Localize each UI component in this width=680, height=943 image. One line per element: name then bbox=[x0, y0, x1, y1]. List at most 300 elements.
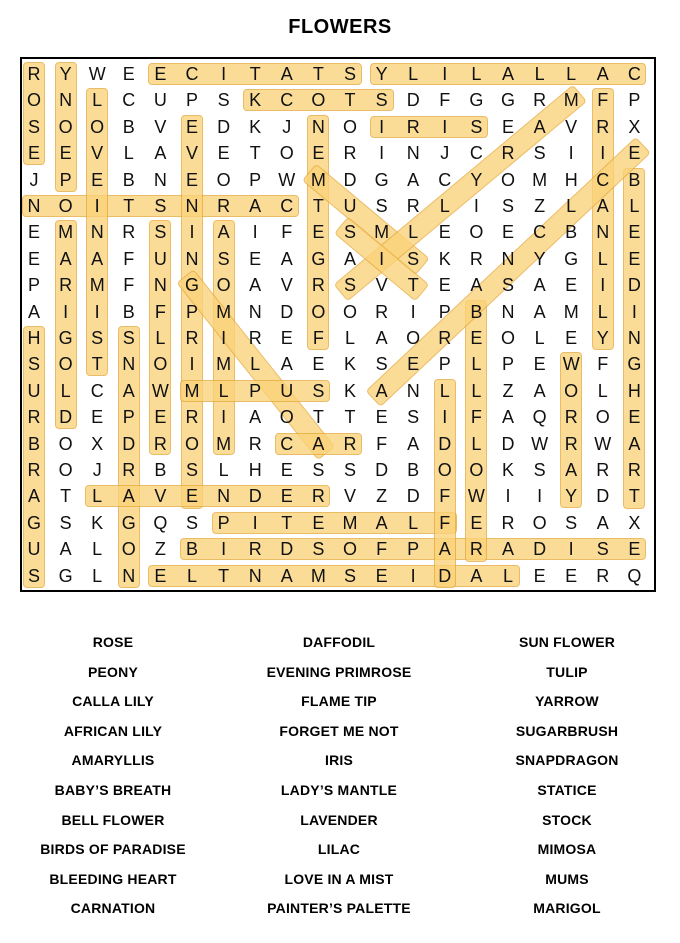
grid-letter[interactable]: N bbox=[501, 248, 515, 269]
grid-letter[interactable]: B bbox=[122, 116, 135, 137]
grid-letter[interactable]: A bbox=[533, 380, 546, 401]
grid-letter[interactable]: E bbox=[312, 354, 325, 375]
grid-letter[interactable]: E bbox=[122, 64, 135, 84]
grid-letter[interactable]: L bbox=[629, 196, 640, 216]
grid-letter[interactable]: D bbox=[533, 539, 547, 560]
grid-letter[interactable]: L bbox=[471, 64, 482, 84]
grid-letter[interactable]: S bbox=[343, 222, 356, 243]
grid-letter[interactable]: R bbox=[438, 328, 452, 348]
grid-letter[interactable]: G bbox=[121, 512, 136, 533]
grid-letter[interactable]: T bbox=[344, 90, 356, 111]
grid-letter[interactable]: F bbox=[597, 90, 609, 111]
grid-letter[interactable]: Y bbox=[533, 248, 546, 269]
grid-letter[interactable]: L bbox=[155, 328, 166, 348]
grid-letter[interactable]: A bbox=[375, 380, 388, 401]
grid-letter[interactable]: D bbox=[406, 486, 420, 507]
grid-letter[interactable]: P bbox=[249, 169, 262, 190]
grid-letter[interactable]: S bbox=[343, 460, 356, 480]
grid-letter[interactable]: I bbox=[379, 248, 385, 269]
grid-letter[interactable]: A bbox=[280, 248, 293, 269]
grid-letter[interactable]: O bbox=[532, 512, 547, 533]
grid-letter[interactable]: E bbox=[312, 512, 325, 533]
grid-letter[interactable]: Y bbox=[565, 486, 578, 507]
grid-letter[interactable]: R bbox=[122, 460, 136, 480]
grid-letter[interactable]: S bbox=[407, 407, 420, 428]
grid-letter[interactable]: S bbox=[565, 512, 578, 533]
grid-letter[interactable]: I bbox=[379, 143, 385, 164]
grid-letter[interactable]: U bbox=[27, 380, 41, 401]
grid-letter[interactable]: L bbox=[344, 328, 355, 348]
grid-letter[interactable]: I bbox=[221, 539, 227, 560]
grid-letter[interactable]: I bbox=[568, 143, 574, 164]
grid-letter[interactable]: I bbox=[221, 64, 227, 84]
grid-letter[interactable]: K bbox=[249, 116, 262, 137]
grid-letter[interactable]: U bbox=[153, 248, 167, 269]
grid-letter[interactable]: T bbox=[312, 407, 324, 428]
grid-letter[interactable]: R bbox=[153, 433, 167, 454]
grid-letter[interactable]: A bbox=[596, 196, 609, 216]
grid-letter[interactable]: L bbox=[92, 565, 103, 586]
grid-letter[interactable]: D bbox=[501, 433, 515, 454]
grid-letter[interactable]: B bbox=[27, 433, 40, 454]
grid-letter[interactable]: O bbox=[26, 90, 41, 111]
grid-letter[interactable]: E bbox=[628, 407, 641, 428]
grid-letter[interactable]: C bbox=[185, 64, 199, 84]
grid-letter[interactable]: B bbox=[185, 539, 198, 560]
grid-letter[interactable]: F bbox=[123, 275, 135, 296]
grid-letter[interactable]: P bbox=[407, 539, 420, 560]
grid-letter[interactable]: R bbox=[564, 433, 578, 454]
grid-letter[interactable]: R bbox=[27, 460, 41, 480]
grid-letter[interactable]: T bbox=[91, 354, 103, 375]
grid-letter[interactable]: E bbox=[154, 407, 167, 428]
grid-letter[interactable]: W bbox=[88, 64, 106, 84]
grid-letter[interactable]: I bbox=[505, 486, 511, 507]
grid-letter[interactable]: N bbox=[185, 196, 199, 216]
grid-letter[interactable]: D bbox=[122, 433, 136, 454]
grid-letter[interactable]: G bbox=[500, 90, 515, 111]
grid-letter[interactable]: O bbox=[279, 407, 294, 428]
grid-letter[interactable]: L bbox=[60, 380, 71, 401]
grid-letter[interactable]: G bbox=[184, 275, 199, 296]
grid-letter[interactable]: R bbox=[122, 222, 136, 243]
grid-letter[interactable]: O bbox=[279, 143, 294, 164]
grid-letter[interactable]: T bbox=[123, 196, 135, 216]
grid-letter[interactable]: S bbox=[217, 90, 230, 111]
grid-letter[interactable]: A bbox=[249, 407, 262, 428]
grid-letter[interactable]: G bbox=[58, 565, 73, 586]
grid-letter[interactable]: O bbox=[58, 116, 73, 137]
grid-letter[interactable]: R bbox=[248, 433, 262, 454]
grid-letter[interactable]: E bbox=[628, 143, 641, 164]
grid-letter[interactable]: E bbox=[628, 248, 641, 269]
grid-letter[interactable]: A bbox=[533, 116, 546, 137]
grid-letter[interactable]: L bbox=[597, 380, 608, 401]
grid-letter[interactable]: I bbox=[442, 116, 448, 137]
grid-letter[interactable]: B bbox=[628, 169, 641, 190]
grid-letter[interactable]: A bbox=[628, 433, 641, 454]
grid-letter[interactable]: X bbox=[628, 512, 641, 533]
grid-letter[interactable]: Q bbox=[153, 512, 168, 533]
grid-letter[interactable]: L bbox=[597, 248, 608, 269]
grid-letter[interactable]: D bbox=[343, 169, 357, 190]
grid-letter[interactable]: S bbox=[217, 248, 230, 269]
grid-letter[interactable]: K bbox=[501, 460, 514, 480]
grid-letter[interactable]: R bbox=[185, 328, 199, 348]
grid-letter[interactable]: B bbox=[122, 169, 135, 190]
grid-letter[interactable]: S bbox=[375, 354, 388, 375]
grid-letter[interactable]: N bbox=[122, 354, 136, 375]
grid-letter[interactable]: D bbox=[627, 275, 641, 296]
grid-letter[interactable]: E bbox=[470, 328, 483, 348]
grid-letter[interactable]: M bbox=[216, 354, 232, 375]
grid-letter[interactable]: L bbox=[186, 565, 197, 586]
grid-letter[interactable]: W bbox=[467, 486, 485, 507]
grid-letter[interactable]: E bbox=[91, 169, 104, 190]
grid-letter[interactable]: W bbox=[278, 169, 296, 190]
grid-letter[interactable]: P bbox=[217, 512, 230, 533]
grid-letter[interactable]: E bbox=[59, 143, 72, 164]
grid-letter[interactable]: P bbox=[27, 275, 40, 296]
grid-letter[interactable]: R bbox=[469, 248, 483, 269]
letter-grid[interactable] bbox=[22, 59, 654, 590]
grid-letter[interactable]: A bbox=[280, 565, 293, 586]
grid-letter[interactable]: C bbox=[469, 143, 483, 164]
grid-letter[interactable]: T bbox=[344, 407, 356, 428]
grid-letter[interactable]: R bbox=[406, 196, 420, 216]
grid-letter[interactable]: P bbox=[438, 354, 451, 375]
grid-letter[interactable]: O bbox=[216, 169, 231, 190]
grid-letter[interactable]: D bbox=[406, 90, 420, 111]
grid-letter[interactable]: N bbox=[27, 196, 41, 216]
grid-letter[interactable]: R bbox=[59, 275, 73, 296]
grid-letter[interactable]: N bbox=[217, 486, 231, 507]
grid-letter[interactable]: T bbox=[249, 143, 261, 164]
grid-letter[interactable]: I bbox=[600, 275, 606, 296]
grid-letter[interactable]: A bbox=[312, 433, 325, 454]
grid-letter[interactable]: C bbox=[280, 90, 294, 111]
grid-letter[interactable]: E bbox=[280, 328, 293, 348]
grid-letter[interactable]: C bbox=[280, 196, 294, 216]
grid-letter[interactable]: B bbox=[154, 460, 167, 480]
grid-letter[interactable]: F bbox=[376, 433, 388, 454]
grid-letter[interactable]: O bbox=[311, 90, 326, 111]
grid-letter[interactable]: S bbox=[185, 460, 198, 480]
grid-letter[interactable]: R bbox=[564, 407, 578, 428]
grid-letter[interactable]: R bbox=[596, 565, 610, 586]
grid-letter[interactable]: D bbox=[217, 116, 231, 137]
grid-letter[interactable]: A bbox=[407, 433, 420, 454]
grid-letter[interactable]: F bbox=[470, 407, 482, 428]
grid-letter[interactable]: S bbox=[343, 64, 356, 84]
grid-letter[interactable]: S bbox=[343, 565, 356, 586]
grid-letter[interactable]: A bbox=[375, 328, 388, 348]
grid-letter[interactable]: I bbox=[221, 407, 227, 428]
grid-letter[interactable]: S bbox=[596, 539, 609, 560]
grid-letter[interactable]: E bbox=[438, 222, 451, 243]
grid-letter[interactable]: R bbox=[596, 460, 610, 480]
grid-letter[interactable]: I bbox=[189, 222, 195, 243]
grid-letter[interactable]: Y bbox=[59, 64, 72, 84]
grid-letter[interactable]: O bbox=[469, 222, 484, 243]
grid-letter[interactable]: H bbox=[27, 328, 41, 348]
grid-letter[interactable]: C bbox=[533, 222, 547, 243]
grid-letter[interactable]: I bbox=[442, 407, 448, 428]
grid-letter[interactable]: T bbox=[312, 64, 324, 84]
grid-letter[interactable]: M bbox=[532, 169, 548, 190]
grid-letter[interactable]: P bbox=[122, 407, 135, 428]
grid-letter[interactable]: G bbox=[469, 90, 484, 111]
grid-letter[interactable]: N bbox=[627, 328, 641, 348]
grid-letter[interactable]: F bbox=[597, 354, 609, 375]
grid-letter[interactable]: O bbox=[595, 407, 610, 428]
grid-letter[interactable]: O bbox=[437, 460, 452, 480]
grid-letter[interactable]: M bbox=[342, 512, 358, 533]
grid-letter[interactable]: M bbox=[216, 301, 232, 322]
grid-letter[interactable]: S bbox=[122, 328, 135, 348]
grid-letter[interactable]: J bbox=[440, 143, 450, 164]
grid-letter[interactable]: L bbox=[123, 143, 134, 164]
grid-letter[interactable]: R bbox=[406, 116, 420, 137]
grid-letter[interactable]: F bbox=[123, 248, 135, 269]
grid-letter[interactable]: D bbox=[59, 407, 73, 428]
grid-letter[interactable]: I bbox=[600, 143, 606, 164]
grid-letter[interactable]: O bbox=[58, 196, 73, 216]
grid-letter[interactable]: L bbox=[471, 354, 482, 375]
grid-letter[interactable]: L bbox=[439, 196, 450, 216]
grid-letter[interactable]: U bbox=[280, 380, 294, 401]
grid-letter[interactable]: I bbox=[537, 486, 543, 507]
grid-letter[interactable]: U bbox=[153, 90, 167, 111]
grid-letter[interactable]: U bbox=[343, 196, 357, 216]
grid-letter[interactable]: E bbox=[375, 407, 388, 428]
grid-letter[interactable]: R bbox=[248, 328, 262, 348]
grid-letter[interactable]: A bbox=[154, 143, 167, 164]
grid-letter[interactable]: E bbox=[185, 486, 198, 507]
grid-letter[interactable]: I bbox=[252, 512, 258, 533]
grid-letter[interactable]: S bbox=[185, 512, 198, 533]
grid-letter[interactable]: E bbox=[565, 275, 578, 296]
grid-letter[interactable]: C bbox=[90, 380, 104, 401]
grid-letter[interactable]: E bbox=[280, 460, 293, 480]
grid-letter[interactable]: O bbox=[311, 301, 326, 322]
grid-letter[interactable]: E bbox=[438, 275, 451, 296]
grid-letter[interactable]: K bbox=[343, 354, 356, 375]
grid-letter[interactable]: A bbox=[438, 539, 451, 560]
grid-letter[interactable]: F bbox=[439, 90, 451, 111]
grid-letter[interactable]: R bbox=[217, 196, 231, 216]
grid-letter[interactable]: S bbox=[27, 565, 40, 586]
grid-letter[interactable]: S bbox=[154, 222, 167, 243]
grid-letter[interactable]: E bbox=[565, 565, 578, 586]
grid-letter[interactable]: A bbox=[596, 512, 609, 533]
grid-letter[interactable]: A bbox=[27, 301, 40, 322]
grid-letter[interactable]: Y bbox=[596, 328, 609, 348]
grid-letter[interactable]: L bbox=[597, 301, 608, 322]
grid-letter[interactable]: N bbox=[59, 90, 73, 111]
grid-letter[interactable]: X bbox=[91, 433, 104, 454]
grid-letter[interactable]: S bbox=[154, 196, 167, 216]
grid-letter[interactable]: V bbox=[154, 486, 167, 507]
grid-letter[interactable]: W bbox=[151, 380, 169, 401]
grid-letter[interactable]: I bbox=[442, 64, 448, 84]
grid-letter[interactable]: A bbox=[249, 196, 262, 216]
grid-letter[interactable]: F bbox=[312, 328, 324, 348]
grid-letter[interactable]: E bbox=[312, 222, 325, 243]
grid-letter[interactable]: W bbox=[562, 354, 580, 375]
grid-letter[interactable]: T bbox=[281, 512, 293, 533]
grid-letter[interactable]: E bbox=[249, 248, 262, 269]
grid-letter[interactable]: C bbox=[627, 64, 641, 84]
grid-letter[interactable]: N bbox=[406, 380, 420, 401]
grid-letter[interactable]: W bbox=[594, 433, 612, 454]
grid-letter[interactable]: O bbox=[121, 539, 136, 560]
grid-letter[interactable]: L bbox=[534, 64, 545, 84]
grid-letter[interactable]: L bbox=[502, 565, 513, 586]
grid-letter[interactable]: N bbox=[122, 565, 136, 586]
grid-letter[interactable]: V bbox=[375, 275, 388, 296]
grid-letter[interactable]: I bbox=[221, 328, 227, 348]
grid-letter[interactable]: A bbox=[375, 512, 388, 533]
grid-letter[interactable]: W bbox=[531, 433, 549, 454]
grid-letter[interactable]: I bbox=[94, 196, 100, 216]
grid-letter[interactable]: K bbox=[343, 380, 356, 401]
grid-letter[interactable]: N bbox=[90, 222, 104, 243]
grid-letter[interactable]: B bbox=[407, 460, 420, 480]
grid-letter[interactable]: M bbox=[563, 301, 579, 322]
grid-letter[interactable]: F bbox=[281, 222, 293, 243]
grid-letter[interactable]: A bbox=[59, 248, 72, 269]
grid-letter[interactable]: O bbox=[342, 116, 357, 137]
grid-letter[interactable]: N bbox=[185, 248, 199, 269]
grid-letter[interactable]: M bbox=[374, 222, 390, 243]
grid-letter[interactable]: L bbox=[92, 486, 103, 507]
grid-letter[interactable]: R bbox=[311, 486, 325, 507]
grid-letter[interactable]: A bbox=[565, 460, 578, 480]
grid-letter[interactable]: M bbox=[58, 222, 74, 243]
grid-letter[interactable]: T bbox=[60, 486, 72, 507]
grid-letter[interactable]: I bbox=[63, 301, 69, 322]
grid-letter[interactable]: R bbox=[248, 539, 262, 560]
grid-letter[interactable]: L bbox=[566, 64, 577, 84]
grid-letter[interactable]: Z bbox=[534, 196, 546, 216]
grid-letter[interactable]: H bbox=[627, 380, 641, 401]
grid-letter[interactable]: S bbox=[312, 380, 325, 401]
grid-letter[interactable]: A bbox=[217, 222, 230, 243]
grid-letter[interactable]: F bbox=[439, 512, 451, 533]
grid-letter[interactable]: E bbox=[565, 328, 578, 348]
grid-letter[interactable]: D bbox=[596, 486, 610, 507]
grid-letter[interactable]: A bbox=[122, 380, 135, 401]
grid-letter[interactable]: M bbox=[563, 90, 579, 111]
grid-letter[interactable]: H bbox=[564, 169, 578, 190]
grid-letter[interactable]: E bbox=[154, 565, 167, 586]
grid-letter[interactable]: R bbox=[596, 116, 610, 137]
grid-letter[interactable]: L bbox=[92, 90, 103, 111]
grid-letter[interactable]: E bbox=[628, 539, 641, 560]
grid-letter[interactable]: T bbox=[249, 64, 261, 84]
grid-letter[interactable]: L bbox=[218, 460, 229, 480]
grid-letter[interactable]: M bbox=[310, 169, 326, 190]
grid-letter[interactable]: S bbox=[312, 460, 325, 480]
grid-letter[interactable]: N bbox=[248, 301, 262, 322]
grid-letter[interactable]: S bbox=[501, 196, 514, 216]
grid-letter[interactable]: D bbox=[375, 460, 389, 480]
grid-letter[interactable]: A bbox=[280, 354, 293, 375]
grid-letter[interactable]: T bbox=[628, 486, 640, 507]
grid-letter[interactable]: U bbox=[27, 539, 41, 560]
grid-letter[interactable]: R bbox=[533, 90, 547, 111]
grid-letter[interactable]: R bbox=[469, 539, 483, 560]
grid-letter[interactable]: Z bbox=[502, 380, 514, 401]
grid-letter[interactable]: V bbox=[565, 116, 578, 137]
grid-letter[interactable]: A bbox=[533, 301, 546, 322]
grid-letter[interactable]: Q bbox=[627, 565, 642, 586]
grid-letter[interactable]: D bbox=[438, 565, 452, 586]
grid-letter[interactable]: J bbox=[92, 460, 102, 480]
grid-letter[interactable]: O bbox=[153, 354, 168, 375]
grid-letter[interactable]: I bbox=[94, 301, 100, 322]
grid-letter[interactable]: K bbox=[438, 248, 451, 269]
grid-letter[interactable]: S bbox=[533, 460, 546, 480]
grid-letter[interactable]: S bbox=[375, 196, 388, 216]
grid-letter[interactable]: L bbox=[566, 196, 577, 216]
grid-letter[interactable]: L bbox=[471, 380, 482, 401]
grid-letter[interactable]: G bbox=[58, 328, 73, 348]
grid-letter[interactable]: I bbox=[252, 222, 258, 243]
grid-letter[interactable]: T bbox=[407, 275, 419, 296]
grid-letter[interactable]: S bbox=[470, 116, 483, 137]
grid-letter[interactable]: H bbox=[248, 460, 262, 480]
grid-letter[interactable]: E bbox=[27, 222, 40, 243]
grid-letter[interactable]: L bbox=[218, 380, 229, 401]
grid-letter[interactable]: S bbox=[343, 275, 356, 296]
grid-letter[interactable]: C bbox=[438, 169, 452, 190]
grid-letter[interactable]: S bbox=[312, 539, 325, 560]
grid-letter[interactable]: L bbox=[250, 354, 261, 375]
grid-letter[interactable]: I bbox=[410, 565, 416, 586]
grid-letter[interactable]: G bbox=[627, 354, 642, 375]
grid-letter[interactable]: A bbox=[280, 64, 293, 84]
grid-letter[interactable]: I bbox=[189, 354, 195, 375]
grid-letter[interactable]: D bbox=[438, 433, 452, 454]
grid-letter[interactable]: G bbox=[564, 248, 579, 269]
grid-letter[interactable]: P bbox=[185, 90, 198, 111]
grid-letter[interactable]: A bbox=[343, 248, 356, 269]
grid-letter[interactable]: E bbox=[27, 143, 40, 164]
grid-letter[interactable]: T bbox=[218, 565, 230, 586]
grid-letter[interactable]: R bbox=[375, 301, 389, 322]
grid-letter[interactable]: O bbox=[406, 328, 421, 348]
grid-letter[interactable]: S bbox=[27, 116, 40, 137]
grid-letter[interactable]: A bbox=[91, 248, 104, 269]
grid-letter[interactable]: I bbox=[410, 301, 416, 322]
grid-letter[interactable]: M bbox=[310, 565, 326, 586]
grid-letter[interactable]: N bbox=[406, 143, 420, 164]
grid-letter[interactable]: M bbox=[184, 380, 200, 401]
grid-letter[interactable]: O bbox=[216, 275, 231, 296]
grid-letter[interactable]: A bbox=[470, 275, 483, 296]
grid-letter[interactable]: E bbox=[533, 354, 546, 375]
grid-letter[interactable]: A bbox=[501, 407, 514, 428]
grid-letter[interactable]: P bbox=[249, 380, 262, 401]
grid-letter[interactable]: S bbox=[533, 143, 546, 164]
grid-letter[interactable]: I bbox=[568, 539, 574, 560]
grid-letter[interactable]: A bbox=[27, 486, 40, 507]
grid-letter[interactable]: E bbox=[501, 222, 514, 243]
grid-letter[interactable]: R bbox=[501, 512, 515, 533]
grid-letter[interactable]: O bbox=[184, 433, 199, 454]
